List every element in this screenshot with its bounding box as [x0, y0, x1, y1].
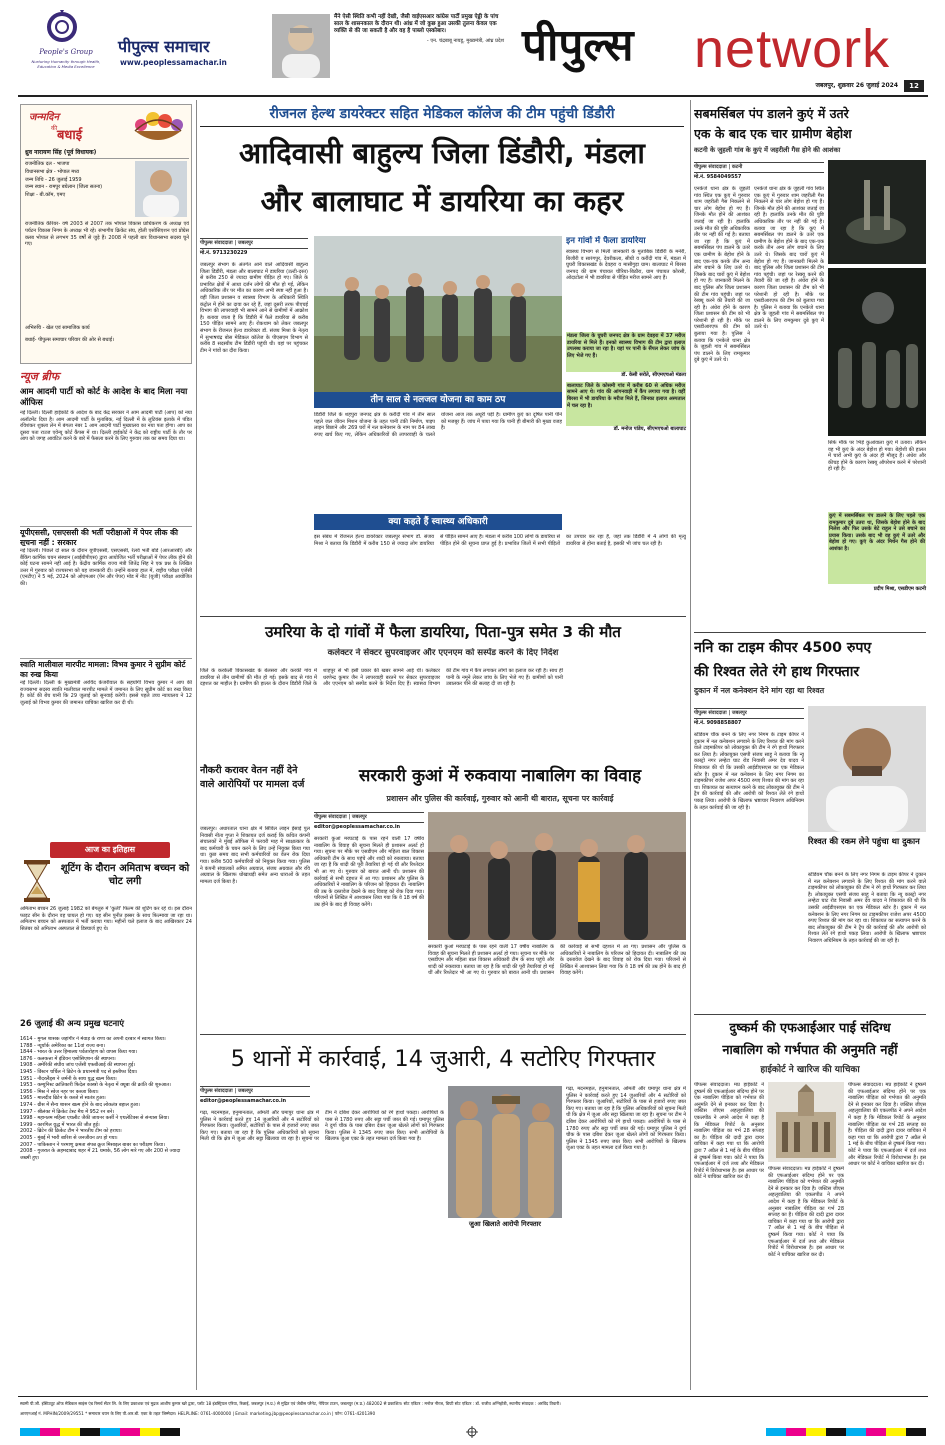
detail-education: शिक्षा - बी.कॉम, एमए — [25, 192, 66, 199]
brief-2-body: नई दिल्ली। पिछले दो साल के दौरान यूपीएससी, एसएससी, रेलवे भर्ती बोर्ड (आरआरबी) और बैंकिंग कार्मिक चयन संस्थान (आईबीपीएस) द्वारा आयोजित भर्ती परीक्षाओं में पेपर लीक होने की कोई घटना सामने नहीं आई है। केंद्रीय कार्मिक राज्य मंत्री जितेंद्र सिंह ने एक प्रश्न के लिखित उत्तर में गुरुवार को राज्यसभा को यह जानकारी दी। उन्होंने बताया हाल में, राष्ट्रीय परीक्षा एजेंसी (एनटीए) ने 5 मई, 2024 को ओएमआर (पेन और पेपर) मोड में नीट (यूजी) परीक्षा आयोजित की। — [20, 548, 192, 587]
timekeeper-mobile: मो.नं. 9098858807 — [694, 720, 742, 726]
timekeeper-subhead: दुकान में नल कनेक्शन देने मांग रहा था रिश्वत — [694, 686, 825, 695]
katni-side-author: प्रदीप मिश्रा, एसडीएम कटनी — [873, 586, 926, 592]
abortion-body-2: पीपल्स संवाददाता। मप्र हाईकोर्ट ने दुष्कर्म की एफआईआर संदिग्ध होने पर एक नाबालिग पीड़िता को गर्भपात की अनुमति देने से इनकार कर दिया है। जस्टिस जीएस अहलूवालिया की एकलपीठ ने अपने आदेश में कहा है कि मेडिकल रिपोर्ट के अनुसार नाबालिग पीड़िता का गर्भ 28 सप्ताह का है। पीड़िता की दादी द्वारा दायर याचिका में कहा गया था कि आरोपी द्वारा 7 अप्रैल से 1 मई के बीच पीड़िता से दुष्कर्म किया गया। कोर्ट ने पाया कि एफआईआर में दर्ज तथ्य और मेडिकल रिपोर्ट में विरोधाभास है। इस आधार पर कोर्ट ने याचिका खारिज कर दी। — [768, 1166, 844, 1258]
naukri-body: जबलपुर। अधारताल थाना क्षेत्र में सिविल लाइन ईसाई पुल निवासी नीता गुप्ता ने शिकायत दर्ज कराई कि कथित कंपनी संचालकों ने मुंबई ऑफिस में फरवरी माह में साक्षात्कार के बाद कर्मचारी के चयन करने के लिए उन्हें नियुक्त किया गया था। कुछ समय बाद सभी कर्मचारियों का वेतन रोक दिया गया। करीब 500 कर्मचारियों को नियुक्त किया गया। पुलिस ने कंपनी संचालकों अमित अग्रवाल, संजय अग्रवाल और रवि अग्रवाल के खिलाफ धोखाधड़ी समेत अन्य धाराओं के तहत मामला दर्ज किया है। — [200, 826, 310, 885]
katni-caption: सिर्फ मौके पर भिड़ें कुआंवाला कुएं में उतारा। लेकिन वह भी कुएं के अंदर बेहोश हो गया। बेहोशी की हालत में चारों अभी कुएं के अंदर ही मौजूद हैं। अंधेरा और कीचड़ होने के कारण रेस्क्यू ऑपरेशन करने में परेशानी हो रही है। — [828, 440, 926, 473]
quote-name-balaghat: डॉ. मनोज पांडेय, सीएमएचओ बालाघाट — [613, 425, 686, 432]
peoples-group-emblem-icon — [42, 10, 82, 46]
brand-hindi: पीपुल्स — [522, 20, 634, 71]
katni-headline-2: एक के बाद एक चार ग्रामीण बेहोश — [694, 126, 852, 141]
raid-body-right: गढ़ा, मदनमहल, हनुमानताल, ओमती और घमापुर थाना क्षेत्र में पुलिस ने कार्रवाई करते हुए 14 जुआरियों और 4 सटोरियों को गिरफ्तार किया। जुआरियों, सटोरियों के पास से हजारों रुपए जब्त किए गए। बताया जा रहा है कि पुलिस अधिकारियों को सूचना मिली थी कि क्षेत्र में जुआ और सट्टा खिलाया जा रहा है। सूचना पर टीम ने दबिश देकर आरोपियों को रंगे हाथों पकड़ा। आरोपियों के पास से 1780 रुपए और सट्टा पर्ची जब्त की गई। घमापुर पुलिस ने दुर्गा चौक के पास दबिश देकर जुआ खेलते लोगों को गिरफ्तार किया। पुलिस ने 1345 रुपए जब्त किए। सभी आरोपियों के खिलाफ जुआ एक्ट के तहत मामला दर्ज किया गया है। — [566, 1086, 686, 1152]
umaria-body: जिले के करकेली विकासखंड के बेलसरा और करकी गांव में डायरिया से तीन ग्रामीणों की मौत हो गई। इसके बाद से गांव में दहशत का माहौल है। ग्रामीण की हालत के दौरान डिंडौरी जिले के शाहपुर से भी इसी प्रकार की खबर सामने आई थी। कलेक्टर धरणेन्द्र कुमार जैन ने लापरवाही बरतने पर सेक्टर सुपरवाइजर और एएनएम को सस्पेंड करने के निर्देश दिए हैं। स्वास्थ्य विभाग की टीम गांव में कैंप लगाकर लोगों का इलाज कर रही है। साथ ही पानी के नमूने लेकर जांच के लिए भेजे गए हैं। ग्रामीणों को पानी उबालकर पीने की सलाह दी जा रही है। — [200, 668, 563, 688]
birthday-career: राजनीतिक कॅरियर- वर्ष 2003 से 2007 तक भोपाल विकास प्राधिकरण के अध्यक्ष एवं पर्यटन विकास निगम के अध्यक्ष भी रहे। संभागीय क्रिकेट संघ, होली एसोसिएशन एवं प्रोग्रेस क्लब भोपाल से लगभग 35 वर्षों से जुड़े हैं। 2008 में पहली बार विधानसभा सदस्य चुने गए। — [25, 221, 189, 248]
well-subhead: प्रशासन और पुलिस की कार्रवाई, गुरुवार को आनी थी बारात, सूचना पर कार्रवाई — [386, 794, 614, 803]
raid-body: गढ़ा, मदनमहल, हनुमानताल, ओमती और घमापुर थाना क्षेत्र में पुलिस ने कार्रवाई करते हुए 14 जुआरियों और 4 सटोरियों को गिरफ्तार किया। जुआरियों, सटोरियों के पास से हजारों रुपए जब्त किए गए। बताया जा रहा है कि पुलिस अधिकारियों को सूचना मिली थी कि क्षेत्र में जुआ और सट्टा खिलाया जा रहा है। सूचना पर टीम ने दबिश देकर आरोपियों को रंगे हाथों पकड़ा। आरोपियों के पास से 1780 रुपए और सट्टा पर्ची जब्त की गई। घमापुर पुलिस ने दुर्गा चौक के पास दबिश देकर जुआ खेलते लोगों को गिरफ्तार किया। पुलिस ने 1345 रुपए जब्त किए। सभी आरोपियों के खिलाफ जुआ एक्ट के तहत मामला दर्ज किया गया है। — [200, 1110, 444, 1143]
history-event: 1908 - अमेरिकी संघीय जांच एजेंसी एफबीआई की स्थापना हुई। — [20, 1062, 136, 1069]
left-column-divider — [196, 100, 197, 1390]
brief-2-headline: यूपीएससी, एसएससी की भर्ती परीक्षाओं में पेपर लीक की सूचना नहीं : सरकार — [20, 526, 192, 546]
history-list-title: 26 जुलाई की अन्य प्रमुख घटनाएं — [20, 1018, 124, 1028]
history-events-list — [20, 1036, 192, 1376]
history-event: 2002 - ब्रिटेन की क्रिकेट टीम ने भारतीय टीम को हराया। — [20, 1128, 122, 1135]
group-tagline: Nurturing Humanity through Health, Education & Media Excellence — [31, 59, 101, 69]
news-brief-section — [20, 386, 192, 748]
timekeeper-byline: पीपुल्स संवाददाता | जबलपुर — [694, 708, 804, 719]
katni-photo-bottom — [828, 268, 926, 436]
birthday-box — [20, 104, 192, 364]
masthead-rule — [18, 95, 928, 97]
abortion-body: पीपल्स संवाददाता। मप्र हाईकोर्ट ने दुष्कर्म की एफआईआर संदिग्ध होने पर एक नाबालिग पीड़िता को गर्भपात की अनुमति देने से इनकार कर दिया है। जस्टिस जीएस अहलूवालिया की एकलपीठ ने अपने आदेश में कहा है कि मेडिकल रिपोर्ट के अनुसार नाबालिग पीड़िता का गर्भ 28 सप्ताह का है। पीड़िता की दादी द्वारा दायर याचिका में कहा गया था कि आरोपी द्वारा 7 अप्रैल से 1 मई के बीच पीड़िता से दुष्कर्म किया गया। कोर्ट ने पाया कि एफआईआर में दर्ज तथ्य और मेडिकल रिपोर्ट में विरोधाभास है। इस आधार पर कोर्ट ने याचिका खारिज कर दी। — [694, 1082, 764, 1181]
villages-box — [566, 236, 686, 456]
history-event: 1998 - महानतम महिला एथलीट जैकी जायनर कर्सी ने एथलेटिक्स से संन्यास लिया। — [20, 1115, 170, 1122]
naukri-headline: नौकरी करावर वेतन नहीं देने वाले आरोपियों पर मामला दर्ज — [200, 765, 305, 790]
main-kicker: रीजनल हेल्थ डायरेक्टर सहित मेडिकल कॉलेज की टीम पहुंची डिंडौरी — [269, 106, 615, 122]
history-event: 1876 - कलकत्ता में इंडियन एसोसिएशन की स्थापना। — [20, 1055, 116, 1062]
page-number: 12 — [904, 80, 924, 92]
abortion-divider — [694, 1014, 926, 1015]
katni-photo-top — [828, 160, 926, 264]
main-story-photo — [314, 236, 562, 392]
abortion-subhead: हाईकोर्ट ने खारिज की याचिका — [760, 1065, 860, 1075]
hourglass-icon — [22, 860, 52, 902]
katni-body: एनकेजे थाना क्षेत्र के जुहली गांव स्थित एक कुएं में गुरुवार शाम जहरीली गैस निकलने से चार लोग बेहोश हो गए हैं। जिनके मौत होने की आशंका जताई जा रही है। हालांकि उनके मौत की पुष्टि अधिकारिक तौर पर नहीं की गई है। बताया जा रहा है कि कुएं में सबमर्सिबल पंप डालने के उतरे एक ग्रामीण के बेहोश होने के बाद एक-एक करके तीन अन्य लोग बचाने के लिए उतरे थे। जिसके बाद चारों कुएं में बेहोश हो गए हैं। जानकारी मिलने के बाद पुलिस और जिला प्रशासन की टीम गांव पहुंची। जहां पर रेस्क्यू करने की तैयारी की जा रही है। अंधेरा होने के कारण जिला प्रशासन की टीम को भी परेशानी हो रही है। मौके पर एसडीआरएफ की टीम को बुलाया गया है। पुलिस ने बताया कि एनकेजे थाना क्षेत्र के जुहली गांव में सबमर्सिबल पंप डालने के लिए रामकुमार दुबे कुएं में उतरे थे। — [694, 186, 750, 364]
brief-1-body: नई दिल्ली। दिल्ली हाईकोर्ट के आदेश के बाद केंद्र सरकार ने आम आदमी पार्टी (आप) को नया अलॉटमेंट दिया है। आम आदमी पार्टी के मुताबिक, नई दिल्ली में के लुटियंस इलाके में पंडित रविशंकर शुक्ला लेन में बंगला नंबर 1 आम आदमी पार्टी मुख्यालय का नया पता होगा। आप का दूसरा पता राउज एवेन्यू कोर्ट कैंपस में था। दिल्ली हाईकोर्ट ने केंद्र को राष्ट्रीय पार्टी के तौर पर आप को जगह आवंटित करने के बारे में फैसला करने के लिए गुरुवार तक का समय दिया था। — [20, 410, 192, 443]
quote-name-mandla: डॉ. केसी सरोते, सीएमएचओ मंडला — [621, 372, 686, 378]
raid-headline: 5 थानों में कार्रवाई, 14 जुआरी, 4 सटोरिए गिरफ्तार — [230, 1046, 656, 1072]
high-court-photo — [768, 1082, 844, 1162]
villages-box-title: इन गांवों में फैला डायरिया — [566, 236, 646, 246]
history-event: 1844 - भारत के उत्तर हिमालय पर्वतारोहण को वापस किया गया। — [20, 1049, 138, 1056]
birthday-title-main: बधाई — [57, 128, 83, 143]
detail-constituency: विधानसभा क्षेत्र - भोपाल मध्य — [25, 168, 80, 175]
timekeeper-body: स्टेडियम चौक बनने के लिए नगर निगम के टाइम कीपर ने दुकान में नल कनेक्शन लगवाने के लिए रिश्वत की मांग करने वाले टाइमकीपर को लोकायुक्त की टीम ने रंगे हाथों गिरफ्तार कर लिया है। लोकायुक्त एसपी संजय साहू ने बताया कि न्यू कास्ट्रो नगर लम्हेटा घाट रोड निवासी अमर देव यादव ने शिकायत की थी कि उसकी आईडीएसएस का एक मेडिकल स्टोर है। दुकान में नल कनेक्शन के लिए नगर निगम का टाइमकीपर राजेश अपर 4500 रुपए रिश्वत की मांग कर रहा था। शिकायत का सत्यापन करने के बाद लोकायुक्त की टीम ने ट्रैप की कार्रवाई की और आरोपी को रिश्वत लेते रंगे हाथों पकड़ लिया। आरोपी के खिलाफ भ्रष्टाचार निवारण अधिनियम के तहत कार्रवाई की जा रही है। — [694, 732, 804, 811]
main-body-1: जबलपुर संभाग के अंतर्गत आने वाले आदिवासी बाहुल्य जिला डिंडौरी, मंडला और बालाघाट में डायरिया (उल्टी-दस्त) से करीब 250 से ज्यादा ग्रामीण पीड़ित हो गए। जिले के प्रभावित क्षेत्रों में आधा दर्जन लोगों की मौत हो गई, लेकिन अधिकारिक तौर पर मौत का कारण अभी स्पष्ट नहीं हुआ है। वहीं जिला प्रशासन व स्वास्थ्य विभाग के अधिकारी स्थिति कंट्रोल में होने का दावा कर रहे हैं, जहां दूसरी तरफ पीएचई विभाग की लापरवाही भी सामने आने से ग्रामीणों में आक्रोश है। बताया जाता है कि डिंडौरी में फैले डायरिया से करीब 150 पीड़ित सामने आए हैं। रोकथाम को लेकर जबलपुर संभाग के रीजनल हेल्थ डायरेक्टर डॉ. संजय मिश्रा के नेतृत्व में सुभाषचंद्र बोस मेडिकल कॉलेज के पीएसएम विभाग से करीब 8 सदस्यीय टीम डिंडौरी पहुंची थी। वहां पर पहुंचकर टीम ने गांवों का दौरा किया। — [200, 262, 308, 354]
villages-box-body: स्वास्थ्य विभाग से मिली जानकारी के मुताबिक डिंडौरी के मनेरी, बिजौरी व सारंगपुर, देवरीकला, सीधी व करौंदी गांव में, मंडला में घुघरी विकासखंड के देवहरा व मासीगुड़ा ग्राम। बालाघाट में बिरसा जनपद की ग्राम पंचायत चौरिया-बिठौरा, ग्राम पंचायत कोरसी, ओदाटोला में भी डायरिया से पीड़ित मरीज सामने आए हैं। — [566, 249, 686, 282]
timekeeper-divider — [694, 632, 926, 633]
brief-1-headline: आम आदमी पार्टी को कोर्ट के आदेश के बाद मिला नया ऑफिस — [20, 386, 188, 407]
well-story-photo — [428, 812, 686, 940]
main-byline: पीपुल्स संवाददाता | जबलपुर — [200, 238, 308, 249]
main-story-divider — [200, 616, 686, 617]
history-event: 2005 - मुंबई में भारी बारिश से जनजीवन ठप हो गया। — [20, 1134, 118, 1141]
umaria-headline: उमरिया के दो गांवों में फैला डायरिया, पिता-पुत्र समेत 3 की मौत — [265, 623, 621, 641]
registration-crosshair-icon — [466, 1426, 478, 1438]
footer-registration: आरएनआई नं. MPHIN/2009/29551 * समाचार चयन के लिए पी.आर.बी. एक्ट के तहत जिम्मेदार। HELPLINE: 0761-4000000 | Email: marketing.jbp@peoplessamachar.co.in | फोन: 0761-4201390 — [20, 1411, 376, 1416]
history-feature-title: शूटिंग के दौरान अमिताभ बच्चन को चोट लगी — [60, 863, 190, 887]
timekeeper-headline-1: ननि का टाइम कीपर 4500 रुपए — [694, 640, 872, 656]
kicker-rule — [200, 126, 684, 127]
masthead — [0, 0, 945, 98]
detail-dob: जन्म तिथि - 26 जुलाई 1959 — [25, 176, 82, 183]
katni-mobile: मो.नं. 9584049557 — [694, 174, 742, 180]
main-headline-line1: आदिवासी बाहुल्य जिला डिंडौरी, मंडला — [239, 136, 645, 170]
abortion-headline-2: नाबालिग को गर्भपात की अनुमति नहीं — [722, 1043, 898, 1058]
brand-english: network — [694, 19, 891, 79]
raid-photo — [448, 1086, 562, 1218]
birthday-name: ध्रुव नारायण सिंह (पूर्व विधायक) — [25, 149, 189, 159]
health-officer-body: इस संबंध में रीजनल हेल्थ डायरेक्टर जबलपुर संभाग डॉ. संजय मिश्रा ने बताया कि डिंडौरी में करीब 150 से ज्यादा लोग डायरिया से पीड़ित सामने आए हैं। मंडला में करीब 100 लोगों के डायरिया से पीड़ित होने की सूचना प्राप्त हुई है। प्रभावित जिलों में सभी पीड़ितों का उपचार कर रहा है, जहां तक डिंडौरी में 4 लोगों की मृत्यु डायरिया से होना बताई है, इसकी भी जांच चल रही है। — [314, 534, 686, 547]
balaghat-quote: बालाघाट जिले के कोसमी गांव में करीब 60 से अधिक मरीज सामने आए थे। गांव की आंगनवाड़ी में कैंप लगाया गया है। वहीं बिरसा में भी डायरिया के मरीज मिले हैं, जिनका इलाज अस्पताल में चल रहा है। — [566, 382, 686, 426]
birthday-person-photo — [135, 161, 187, 217]
well-body: सरकारी कुआं मरघटाई के पास रहने वाली 17 वर्षीय नाबालिग के विवाह की सूचना मिलते ही प्रशासन अलर्ट हो गया। सूचना पर मौके पर एसडीएम और महिला बाल विकास अधिकारी टीम के साथ पहुंचे और शादी को रुकवाया। बताया जा रहा है कि शादी की पूरी तैयारियां हो गई थीं और रिश्तेदार भी आ गए थे। गुरुवार को बारात आनी थी। प्रशासन की कार्रवाई से सभी दहशत में आ गए। प्रशासन और पुलिस के अधिकारियों ने नाबालिग के परिजन को हिदायत दी। नाबालिग की उम्र के दस्तावेज देखने के बाद विवाह को रोक दिया गया। परिजनों से लिखित में आश्वासन लिया गया कि वे 18 वर्ष की उम्र होने के बाद ही विवाह करेंगे। — [314, 836, 424, 908]
cm-portrait-photo — [272, 14, 330, 78]
raid-byline: पीपुल्स संवाददाता | जबलपुर — [200, 1086, 310, 1097]
history-event: 2008 - गुजरात के अहमदाबाद शहर में 21 धमाके, 56 लोग मारे गए और 200 से ज्यादा जख्मी हुए। — [20, 1148, 181, 1161]
well-headline: सरकारी कुआं में रुकवाया नाबालिग का विवाह — [358, 766, 642, 786]
timekeeper-body-2: स्टेडियम चौक बनने के लिए नगर निगम के टाइम कीपर ने दुकान में नल कनेक्शन लगवाने के लिए रिश्वत की मांग करने वाले टाइमकीपर को लोकायुक्त की टीम ने रंगे हाथों गिरफ्तार कर लिया है। लोकायुक्त एसपी संजय साहू ने बताया कि न्यू कास्ट्रो नगर लम्हेटा घाट रोड निवासी अमर देव यादव ने शिकायत की थी कि उसकी आईडीएसएस का एक मेडिकल स्टोर है। दुकान में नल कनेक्शन के लिए नगर निगम का टाइमकीपर राजेश अपर 4500 रुपए रिश्वत की मांग कर रहा था। शिकायत का सत्यापन करने के बाद लोकायुक्त की टीम ने ट्रैप की कार्रवाई की और आरोपी को रिश्वत लेते रंगे हाथों पकड़ लिया। आरोपी के खिलाफ भ्रष्टाचार निवारण अधिनियम के तहत कार्रवाई की जा रही है। — [808, 872, 926, 944]
history-event: 1956 - मिस्र ने स्वेज नहर पर कब्जा किया। — [20, 1088, 99, 1095]
abortion-body-3: पीपल्स संवाददाता। मप्र हाईकोर्ट ने दुष्कर्म की एफआईआर संदिग्ध होने पर एक नाबालिग पीड़िता को गर्भपात की अनुमति देने से इनकार कर दिया है। जस्टिस जीएस अहलूवालिया की एकलपीठ ने अपने आदेश में कहा है कि मेडिकल रिपोर्ट के अनुसार नाबालिग पीड़िता का गर्भ 28 सप्ताह का है। पीड़िता की दादी द्वारा दायर याचिका में कहा गया था कि आरोपी द्वारा 7 अप्रैल से 1 मई के बीच पीड़िता से दुष्कर्म किया गया। कोर्ट ने पाया कि एफआईआर में दर्ज तथ्य और मेडिकल रिपोर्ट में विरोधाभास है। इस आधार पर कोर्ट ने याचिका खारिज कर दी। — [848, 1082, 926, 1168]
katni-byline: पीपुल्स संवाददाता | कटनी — [694, 162, 824, 173]
history-event: 1788 - न्यूयॉर्क अमेरिका का 11वां राज्य बना। — [20, 1042, 105, 1049]
paper-name: पीपुल्स समाचार — [118, 37, 210, 56]
katni-side-quote: कुएं में सबमर्सिबल पंप डालने के लिए पहले एक रामकुमार दुबे उतरा था, जिसके बेहोश होने के बाद निलेश और फिर उसके बेटे राहुल ने उसे बचाने का प्रयास किया। उसके बाद भी वह कुएं में उतरे और बेहोश हो गए। कुएं के अंदर मिथेन गैस होने की आशंका है। — [828, 512, 926, 584]
raid-photo-caption: जुआ खिलाते आरोपी गिरफ्तार — [469, 1220, 541, 1228]
birthday-title-sub: की — [51, 125, 58, 132]
color-registration-bar-left — [20, 1428, 180, 1436]
main-headline-line2: और बालाघाट में डायरिया का कहर — [260, 184, 624, 218]
history-event: 1965 - मालदीव ब्रिटेन के कब्जे से स्वतंत्र हुआ। — [20, 1095, 106, 1102]
umaria-subhead: कलेक्टर ने सेक्टर सुपरवाइजर और एएनएम को सस्पेंड करने के दिए निर्देश — [327, 648, 559, 658]
timekeeper-photo — [808, 706, 926, 832]
birthday-hobby: अभिरुचि - खेल एवं सामाजिक कार्य — [25, 325, 90, 331]
history-event: 1614 - मुगल शासक जहांगीर ने मेवाड़ के राणा का अपनी दरबार में स्वागत किया। — [20, 1036, 166, 1042]
history-event: 1951 - नीदरलैंड्स ने जर्मनी के साथ युद्ध खत्म किया। — [20, 1075, 117, 1082]
mandla-quote: मंडला जिला के घुघरी जनपद क्षेत्र के ग्राम देवहरा में 37 मरीज डायरिया से मिले हैं। इनको स्वास्थ्य विभाग की टीम द्वारा इलाज उपलब्ध कराया जा रहा है। यहां पर पानी के सैंपल लेकर जांच के लिए भेजे गए हैं। — [566, 332, 686, 372]
main-body-2: डिंडौरी जिले के शहपुरा जनपद क्षेत्र के करौंदी गांव में तीन साल पहले जल जीवन मिशन योजना के तहत पानी टंकी निर्माण, पाइप लाइन बिछाने और 269 घरों में नल कनेक्शन के नाम पर 84 लाख रुपए खर्च किए गए, लेकिन अधिकारियों की लापरवाही के चलते योजना आज तक अधूरी पड़ी है। ग्रामीण कुएं का दूषित पानी पीने को मजबूर हैं। जांच में पाया गया कि पानी ही बीमारी की मुख्य वजह है। — [314, 412, 562, 438]
timekeeper-photo-caption: रिश्वत की रकम लेने पहुंचा था दुकान — [808, 836, 920, 846]
history-feature-body: अमिताभ बच्चन 26 जुलाई 1982 को बेंगलुरु में 'कुली' फिल्म की शूटिंग कर रहे थे। इस दौरान फाइट सीन के दौरान वह घायल हो गए। यह सीन पुनीत इस्सर के साथ फिल्माया जा रहा था। अमिताभ बच्चन को अस्पताल में भर्ती कराया गया। महीनों चले इलाज के बाद आखिरकार 24 सितंबर को अमिताभ अस्पताल से डिस्चार्ज हुए थे। — [20, 906, 192, 932]
history-event: 1945 - विंस्टन चर्चिल ने ब्रिटेन के प्रधानमंत्री पद से इस्तीफा दिया। — [20, 1068, 138, 1075]
quote-author: - एन. चंद्रबाबू नायडू, मुख्यमंत्री, आंध्र प्रदेश — [426, 37, 504, 44]
abortion-headline-1: दुष्कर्म की एफआईआर पाई संदिग्ध — [729, 1021, 891, 1036]
history-event: 1997 - श्रीलंका में क्रिकेट टेस्ट मैच में 952 रन बने। — [20, 1108, 115, 1115]
well-email: editor@peoplessamachar.co.in — [314, 824, 401, 830]
color-registration-bar-right — [766, 1428, 926, 1436]
katni-headline-1: सबमर्सिबल पंप डालने कुएं में उतरे — [694, 106, 849, 121]
history-event: 1999 - कारगिल युद्ध में भारत की जीत हुई। — [20, 1121, 100, 1128]
detail-birthplace: जन्म स्थान - रामपुर बघेलान (जिला सतना) — [25, 184, 103, 191]
brief-3-headline: स्वाति मालीवाल मारपीट मामला: विभव कुमार ने सुप्रीम कोर्ट का रुख किया — [20, 658, 192, 678]
detail-party: राजनीतिक दल - भाजपा — [25, 161, 70, 167]
history-event: 1953 - कम्युनिस्ट क्रांतिकारी फिदेल कास्त्रो के नेतृत्व में क्यूबा की क्रांति की शुरुआत। — [20, 1082, 171, 1089]
right-column-divider — [690, 100, 691, 1390]
history-event: 2007 - पाकिस्तान ने परमाणु क्षमता संपन्न क्रूज मिसाइल बाबर का परीक्षण किया। — [20, 1141, 165, 1148]
peoples-group-logo — [26, 10, 106, 94]
dateline: जबलपुर, शुक्रवार 26 जुलाई 2024 — [815, 82, 898, 89]
main-mobile: मो.नं. 9713230229 — [200, 250, 248, 256]
raid-email: editor@peoplessamachar.co.in — [200, 1098, 287, 1104]
birthday-details — [25, 161, 133, 200]
well-byline: पीपुल्स संवाददाता | जबलपुर — [314, 812, 424, 823]
katni-body-2: एनकेजे थाना क्षेत्र के जुहली गांव स्थित एक कुएं में गुरुवार शाम जहरीली गैस निकलने से चार लोग बेहोश हो गए हैं। जिनके मौत होने की आशंका जताई जा रही है। हालांकि उनके मौत की पुष्टि अधिकारिक तौर पर नहीं की गई है। बताया जा रहा है कि कुएं में सबमर्सिबल पंप डालने के उतरे एक ग्रामीण के बेहोश होने के बाद एक-एक करके तीन अन्य लोग बचाने के लिए उतरे थे। जिसके बाद चारों कुएं में बेहोश हो गए हैं। जानकारी मिलने के बाद पुलिस और जिला प्रशासन की टीम गांव पहुंची। जहां पर रेस्क्यू करने की तैयारी की जा रही है। अंधेरा होने के कारण जिला प्रशासन की टीम को भी परेशानी हो रही है। मौके पर एसडीआरएफ की टीम को बुलाया गया है। पुलिस ने बताया कि एनकेजे थाना क्षेत्र के जुहली गांव में सबमर्सिबल पंप डालने के लिए रामकुमार दुबे कुएं में उतरे थे। — [754, 186, 824, 331]
history-event: 1974 - ग्रीस में सैन्य शासन खत्म होने के बाद लोकतंत्र बहाल हुआ। — [20, 1101, 140, 1108]
well-body-continued: सरकारी कुआं मरघटाई के पास रहने वाली 17 वर्षीय नाबालिग के विवाह की सूचना मिलते ही प्रशासन अलर्ट हो गया। सूचना पर मौके पर एसडीएम और महिला बाल विकास अधिकारी टीम के साथ पहुंचे और शादी को रुकवाया। बताया जा रहा है कि शादी की पूरी तैयारियां हो गई थीं और रिश्तेदार भी आ गए थे। गुरुवार को बारात आनी थी। प्रशासन की कार्रवाई से सभी दहशत में आ गए। प्रशासन और पुलिस के अधिकारियों ने नाबालिग के परिजन को हिदायत दी। नाबालिग की उम्र के दस्तावेज देखने के बाद विवाह को रोक दिया गया। परिजनों से लिखित में आश्वासन लिया गया कि वे 18 वर्ष की उम्र होने के बाद ही विवाह करेंगे। — [428, 944, 686, 977]
birthday-title-top: जन्मदिन — [29, 112, 60, 123]
katni-subhead: कटनी के जुहली गांव के कुएं में जहरीली गैस होने की आशंका — [694, 146, 841, 154]
website-link[interactable]: www.peoplessamachar.in — [120, 58, 227, 67]
main-photo-caption: तीन साल से नलजल योजना का काम ठप — [314, 392, 562, 408]
news-brief-header: न्यूज ब्रीफ — [20, 370, 60, 383]
footer-imprint: स्वामी पी.जी. इंस्टिट्यूट ऑफ मेडिकल साइंस एंड रिसर्च सेंटर लि. के लिए प्रकाशक एवं मुद्रक आशीष कुमार खरे द्वारा, प्लॉट 18 इंडस्ट्रियल एरिया, रिछाई, जबलपुर (म.प्र.) से मुद्रित एवं जेवीस प्लैनेट, नेपियर टाउन, जबलपुर (म.प्र.) 482002 से प्रकाशित। स्टेट एडिटर : मनोज नीरज, डिप्टी स्टेट एडिटर : डॉ. राजीव अग्निहोत्री, स्थानीय संपादक : अरविंद तिवारी। — [20, 1401, 561, 1406]
quote-text: मैंने ऐसी स्थिति कभी नहीं देखी, जैसी वाईएसआर कांग्रेस पार्टी प्रमुख ऐड्डी के पांच साल के शासनकाल के दौरान थी। आंध्र में जो कुछ हुआ उसकी तुलना केवल एक व्यक्ति से की जा सकती है और वह है पाब्लो एस्कोबार। — [334, 14, 499, 35]
footer-rule — [18, 1396, 928, 1397]
birthday-wish: बधाई- पीपुल्स समाचार परिवार की ओर से बधाई। — [25, 337, 115, 343]
group-name: People's Group — [39, 48, 93, 56]
history-header: आज का इतिहास — [50, 842, 170, 858]
brief-3-body: नई दिल्ली। दिल्ली के मुख्यमंत्री अरविंद केजरीवाल के सहयोगी विभव कुमार ने आप की राज्यसभा सदस्य स्वाति मालीवाल मारपीट मामले में जमानत के लिए सुप्रीम कोर्ट का रुख किया है। कोर्ट की बेंच यानी कि 29 जुलाई को सुनवाई करेगी। इससे पहले उच्च न्यायालय ने 12 जुलाई को विभव कुमार की जमानत याचिका खारिज कर दी थी। — [20, 680, 192, 706]
flower-basket-icon — [127, 109, 189, 149]
quote-block — [334, 14, 504, 84]
health-officer-subhead: क्या कहते हैं स्वास्थ्य अधिकारी — [314, 514, 562, 530]
timekeeper-headline-2: की रिश्वत लेते रंगे हाथ गिरफ्तार — [694, 664, 860, 680]
raid-divider — [200, 1034, 686, 1035]
